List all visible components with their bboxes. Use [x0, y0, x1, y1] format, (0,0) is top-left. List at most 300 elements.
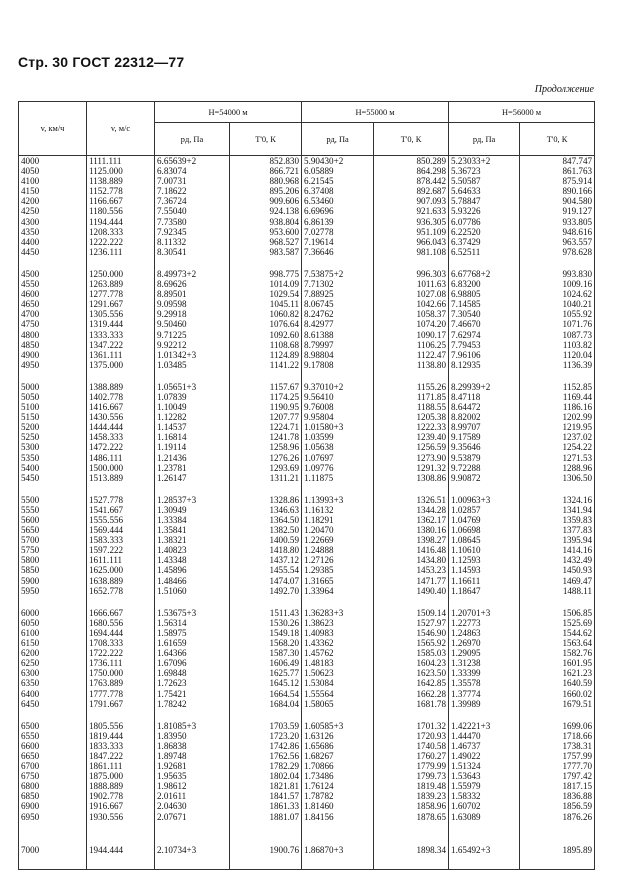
- cell-temp-h1: 1782.29: [230, 761, 302, 771]
- cell-pressure-h2: 1.38623: [302, 618, 374, 628]
- cell-pressure-h2: 9.17808: [302, 360, 374, 370]
- cell-temp-h1: 1821.81: [230, 781, 302, 791]
- cell-temp-h3: 1169.44: [520, 392, 595, 402]
- cell-pressure-h2: 7.88925: [302, 289, 374, 299]
- cell-pressure-h3: 1.55979: [449, 781, 520, 791]
- cell-temp-h3: 1040.21: [520, 299, 595, 309]
- cell-pressure-h1: 1.07839: [155, 392, 230, 402]
- cell-temp-h2: 878.442: [374, 176, 449, 186]
- cell-pressure-h3: 1.06698: [449, 525, 520, 535]
- cell-temp-h2: 1106.25: [374, 340, 449, 350]
- cell-temp-h3: 1024.62: [520, 289, 595, 299]
- cell-temp-h3: 1009.16: [520, 279, 595, 289]
- cell-pressure-h3: 6.52511: [449, 247, 520, 257]
- cell-temp-h2: 1760.27: [374, 751, 449, 761]
- group-spacer: [19, 257, 595, 269]
- col-group-h3: H=56000 м: [449, 102, 595, 123]
- cell-speed-kmh: 5100: [19, 402, 87, 412]
- cell-pressure-h1: 1.92681: [155, 761, 230, 771]
- cell-temp-h1: 953.600: [230, 227, 302, 237]
- spacer-cell: [302, 822, 374, 834]
- cell-temp-h1: 1174.25: [230, 392, 302, 402]
- cell-speed-kmh: 4000: [19, 156, 87, 167]
- cell-speed-ms: 1166.667: [87, 196, 155, 206]
- cell-temp-h1: 1455.54: [230, 565, 302, 575]
- cell-pressure-h2: 1.84156: [302, 812, 374, 822]
- cell-speed-ms: 1680.556: [87, 618, 155, 628]
- cell-speed-kmh: 6800: [19, 781, 87, 791]
- table-row: [19, 350, 595, 360]
- table-row: [19, 525, 595, 535]
- table-row: [19, 781, 595, 791]
- cell-speed-kmh: 6550: [19, 731, 87, 741]
- table-row: [19, 761, 595, 771]
- spacer-cell: [230, 257, 302, 269]
- cell-temp-h1: 1703.59: [230, 721, 302, 731]
- cell-speed-kmh: 4400: [19, 237, 87, 247]
- cell-speed-ms: 1805.556: [87, 721, 155, 731]
- cell-pressure-h1: 1.23781: [155, 463, 230, 473]
- cell-pressure-h3: 8.12935: [449, 360, 520, 370]
- cell-temp-h2: 1681.78: [374, 699, 449, 709]
- cell-speed-ms: 1263.889: [87, 279, 155, 289]
- cell-temp-h1: 1029.54: [230, 289, 302, 299]
- cell-pressure-h3: 9.72288: [449, 463, 520, 473]
- cell-speed-ms: 1458.333: [87, 432, 155, 442]
- cell-temp-h1: 1606.49: [230, 658, 302, 668]
- cell-pressure-h2: 1.09776: [302, 463, 374, 473]
- cell-pressure-h3: 1.33399: [449, 668, 520, 678]
- cell-speed-ms: 1194.444: [87, 217, 155, 227]
- cell-temp-h3: 1414.16: [520, 545, 595, 555]
- cell-speed-kmh: 6650: [19, 751, 87, 761]
- table-row: [19, 402, 595, 412]
- cell-speed-ms: 1666.667: [87, 608, 155, 618]
- cell-temp-h3: 1525.69: [520, 618, 595, 628]
- cell-speed-kmh: 6900: [19, 801, 87, 811]
- table-row: [19, 638, 595, 648]
- cell-speed-kmh: 5900: [19, 576, 87, 586]
- cell-speed-ms: 1722.222: [87, 648, 155, 658]
- cell-pressure-h3: 1.53643: [449, 771, 520, 781]
- cell-pressure-h2: 1.36283+3: [302, 608, 374, 618]
- table-row: [19, 217, 595, 227]
- cell-pressure-h3: 1.24863: [449, 628, 520, 638]
- cell-speed-ms: 1500.000: [87, 463, 155, 473]
- col-header-t: T'0, К: [230, 123, 302, 156]
- cell-pressure-h1: 1.58975: [155, 628, 230, 638]
- spacer-cell: [520, 596, 595, 608]
- cell-pressure-h2: 6.86139: [302, 217, 374, 227]
- cell-pressure-h3: 5.78847: [449, 196, 520, 206]
- cell-pressure-h3: 1.44470: [449, 731, 520, 741]
- spacer-cell: [374, 370, 449, 382]
- spacer-cell: [19, 596, 87, 608]
- cell-pressure-h1: 8.11332: [155, 237, 230, 247]
- cell-pressure-h1: 1.12282: [155, 412, 230, 422]
- cell-speed-kmh: 5500: [19, 495, 87, 505]
- cell-pressure-h1: 2.10734+3: [155, 834, 230, 870]
- cell-pressure-h1: 1.19114: [155, 442, 230, 452]
- cell-pressure-h2: 8.42977: [302, 319, 374, 329]
- cell-pressure-h3: 5.36723: [449, 166, 520, 176]
- cell-speed-ms: 1847.222: [87, 751, 155, 761]
- cell-speed-ms: 1388.889: [87, 382, 155, 392]
- cell-pressure-h2: 9.37010+2: [302, 382, 374, 392]
- table-row: [19, 741, 595, 751]
- table-row: [19, 495, 595, 505]
- cell-temp-h2: 1380.16: [374, 525, 449, 535]
- cell-temp-h3: 1679.51: [520, 699, 595, 709]
- cell-pressure-h2: 1.20470: [302, 525, 374, 535]
- page-header: Стр. 30 ГОСТ 22312—77: [18, 54, 185, 70]
- table-row: [19, 608, 595, 618]
- cell-pressure-h1: 1.64366: [155, 648, 230, 658]
- cell-pressure-h2: 1.81460: [302, 801, 374, 811]
- cell-speed-ms: 1444.444: [87, 422, 155, 432]
- cell-pressure-h3: 1.08645: [449, 535, 520, 545]
- cell-speed-ms: 1472.222: [87, 442, 155, 452]
- cell-speed-kmh: 6850: [19, 791, 87, 801]
- cell-temp-h1: 1549.18: [230, 628, 302, 638]
- table-row: [19, 586, 595, 596]
- cell-temp-h3: 1103.82: [520, 340, 595, 350]
- cell-temp-h1: 1881.07: [230, 812, 302, 822]
- cell-pressure-h3: 6.07786: [449, 217, 520, 227]
- spacer-cell: [520, 709, 595, 721]
- cell-pressure-h2: 9.56410: [302, 392, 374, 402]
- spacer-cell: [155, 822, 230, 834]
- table-row: [19, 689, 595, 699]
- cell-pressure-h1: 1.67096: [155, 658, 230, 668]
- cell-pressure-h3: 1.51324: [449, 761, 520, 771]
- table-row: [19, 186, 595, 196]
- cell-speed-kmh: 6450: [19, 699, 87, 709]
- cell-pressure-h1: 1.83950: [155, 731, 230, 741]
- cell-pressure-h1: 7.36724: [155, 196, 230, 206]
- cell-pressure-h2: 8.06745: [302, 299, 374, 309]
- cell-pressure-h3: 1.22773: [449, 618, 520, 628]
- cell-pressure-h3: 1.37774: [449, 689, 520, 699]
- cell-speed-kmh: 6050: [19, 618, 87, 628]
- cell-speed-kmh: 7000: [19, 834, 87, 870]
- cell-speed-ms: 1625.000: [87, 565, 155, 575]
- cell-temp-h2: 1362.17: [374, 515, 449, 525]
- cell-temp-h3: 1271.53: [520, 453, 595, 463]
- cell-temp-h3: 1288.96: [520, 463, 595, 473]
- cell-speed-ms: 1819.444: [87, 731, 155, 741]
- cell-temp-h3: 1797.42: [520, 771, 595, 781]
- cell-temp-h3: 1738.31: [520, 741, 595, 751]
- cell-pressure-h2: 1.53084: [302, 678, 374, 688]
- cell-pressure-h1: 7.00731: [155, 176, 230, 186]
- cell-speed-kmh: 4850: [19, 340, 87, 350]
- cell-temp-h3: 1324.16: [520, 495, 595, 505]
- cell-speed-kmh: 4450: [19, 247, 87, 257]
- cell-speed-ms: 1138.889: [87, 176, 155, 186]
- cell-pressure-h1: 6.83074: [155, 166, 230, 176]
- cell-temp-h1: 1060.82: [230, 309, 302, 319]
- cell-pressure-h1: 1.30949: [155, 505, 230, 515]
- cell-speed-ms: 1611.111: [87, 555, 155, 565]
- cell-pressure-h2: 1.33964: [302, 586, 374, 596]
- cell-pressure-h1: 2.04630: [155, 801, 230, 811]
- cell-pressure-h1: 8.69626: [155, 279, 230, 289]
- cell-temp-h1: 1645.12: [230, 678, 302, 688]
- cell-speed-kmh: 6950: [19, 812, 87, 822]
- spacer-cell: [520, 370, 595, 382]
- table-row: [19, 545, 595, 555]
- table-row: [19, 576, 595, 586]
- cell-pressure-h3: 6.22520: [449, 227, 520, 237]
- cell-speed-kmh: 5450: [19, 473, 87, 483]
- table-row: [19, 330, 595, 340]
- cell-temp-h2: 1878.65: [374, 812, 449, 822]
- cell-temp-h3: 948.616: [520, 227, 595, 237]
- cell-temp-h2: 1090.17: [374, 330, 449, 340]
- table-row: [19, 658, 595, 668]
- cell-speed-ms: 1763.889: [87, 678, 155, 688]
- cell-temp-h2: 1858.96: [374, 801, 449, 811]
- cell-temp-h3: 963.557: [520, 237, 595, 247]
- cell-pressure-h3: 1.58332: [449, 791, 520, 801]
- cell-temp-h1: 998.775: [230, 269, 302, 279]
- cell-temp-h1: 1014.09: [230, 279, 302, 289]
- cell-speed-ms: 1736.111: [87, 658, 155, 668]
- spacer-cell: [520, 257, 595, 269]
- cell-pressure-h1: 1.05651+3: [155, 382, 230, 392]
- cell-pressure-h3: 6.83200: [449, 279, 520, 289]
- cell-temp-h2: 996.303: [374, 269, 449, 279]
- cell-temp-h3: 1544.62: [520, 628, 595, 638]
- cell-pressure-h3: 1.10610: [449, 545, 520, 555]
- cell-temp-h2: 1011.63: [374, 279, 449, 289]
- cell-speed-ms: 1652.778: [87, 586, 155, 596]
- cell-speed-kmh: 4900: [19, 350, 87, 360]
- cell-pressure-h2: 8.79997: [302, 340, 374, 350]
- cell-temp-h2: 1326.51: [374, 495, 449, 505]
- spacer-cell: [19, 370, 87, 382]
- cell-pressure-h3: 7.79453: [449, 340, 520, 350]
- spacer-cell: [374, 822, 449, 834]
- cell-speed-ms: 1319.444: [87, 319, 155, 329]
- cell-speed-ms: 1583.333: [87, 535, 155, 545]
- cell-temp-h1: 1224.71: [230, 422, 302, 432]
- cell-pressure-h3: 7.46670: [449, 319, 520, 329]
- cell-pressure-h2: 1.58065: [302, 699, 374, 709]
- cell-pressure-h2: 1.27126: [302, 555, 374, 565]
- table-row: [19, 565, 595, 575]
- cell-pressure-h2: 1.05638: [302, 442, 374, 452]
- cell-temp-h2: 1546.90: [374, 628, 449, 638]
- cell-speed-kmh: 5350: [19, 453, 87, 463]
- cell-pressure-h3: 6.37429: [449, 237, 520, 247]
- cell-speed-kmh: 4050: [19, 166, 87, 176]
- table-row: [19, 156, 595, 167]
- cell-pressure-h3: 1.35578: [449, 678, 520, 688]
- cell-temp-h2: 1585.03: [374, 648, 449, 658]
- cell-temp-h1: 1124.89: [230, 350, 302, 360]
- cell-pressure-h2: 1.60585+3: [302, 721, 374, 731]
- cell-pressure-h2: 1.76124: [302, 781, 374, 791]
- cell-temp-h1: 1762.56: [230, 751, 302, 761]
- cell-pressure-h3: 9.90872: [449, 473, 520, 483]
- cell-speed-kmh: 4250: [19, 206, 87, 216]
- cell-speed-kmh: 6250: [19, 658, 87, 668]
- cell-temp-h3: 1202.99: [520, 412, 595, 422]
- cell-speed-ms: 1888.889: [87, 781, 155, 791]
- cell-temp-h2: 1720.93: [374, 731, 449, 741]
- cell-temp-h1: 1364.50: [230, 515, 302, 525]
- cell-temp-h1: 1437.12: [230, 555, 302, 565]
- cell-temp-h3: 890.166: [520, 186, 595, 196]
- cell-temp-h3: 933.805: [520, 217, 595, 227]
- cell-temp-h2: 1509.14: [374, 608, 449, 618]
- cell-temp-h1: 1474.07: [230, 576, 302, 586]
- cell-speed-ms: 1430.556: [87, 412, 155, 422]
- cell-pressure-h3: 7.96106: [449, 350, 520, 360]
- table-row: [19, 206, 595, 216]
- cell-speed-kmh: 5600: [19, 515, 87, 525]
- cell-temp-h3: 861.763: [520, 166, 595, 176]
- cell-pressure-h1: 1.01342+3: [155, 350, 230, 360]
- cell-temp-h2: 850.289: [374, 156, 449, 167]
- cell-temp-h3: 1450.93: [520, 565, 595, 575]
- cell-pressure-h1: 1.75421: [155, 689, 230, 699]
- cell-temp-h2: 1171.85: [374, 392, 449, 402]
- cell-temp-h2: 1565.92: [374, 638, 449, 648]
- cell-temp-h2: 1273.90: [374, 453, 449, 463]
- cell-pressure-h1: 2.07671: [155, 812, 230, 822]
- table-row: [19, 473, 595, 483]
- spacer-cell: [19, 822, 87, 834]
- cell-temp-h2: 864.298: [374, 166, 449, 176]
- table-row: [19, 319, 595, 329]
- cell-temp-h1: 1382.50: [230, 525, 302, 535]
- cell-pressure-h1: 7.55040: [155, 206, 230, 216]
- cell-pressure-h1: 1.81085+3: [155, 721, 230, 731]
- cell-temp-h1: 1241.78: [230, 432, 302, 442]
- cell-speed-kmh: 6150: [19, 638, 87, 648]
- cell-pressure-h3: 5.93226: [449, 206, 520, 216]
- cell-speed-ms: 1777.778: [87, 689, 155, 699]
- cell-pressure-h1: 7.92345: [155, 227, 230, 237]
- cell-speed-kmh: 6750: [19, 771, 87, 781]
- cell-pressure-h1: 1.33384: [155, 515, 230, 525]
- cell-speed-kmh: 6350: [19, 678, 87, 688]
- cell-pressure-h2: 5.90430+2: [302, 156, 374, 167]
- spacer-cell: [230, 822, 302, 834]
- cell-temp-h2: 1434.80: [374, 555, 449, 565]
- cell-temp-h1: 1530.26: [230, 618, 302, 628]
- cell-temp-h1: 924.138: [230, 206, 302, 216]
- cell-temp-h3: 1506.85: [520, 608, 595, 618]
- cell-temp-h3: 1377.83: [520, 525, 595, 535]
- cell-temp-h3: 904.580: [520, 196, 595, 206]
- spacer-cell: [155, 596, 230, 608]
- cell-temp-h1: 1293.69: [230, 463, 302, 473]
- cell-speed-kmh: 6700: [19, 761, 87, 771]
- cell-speed-ms: 1833.333: [87, 741, 155, 751]
- cell-speed-kmh: 5000: [19, 382, 87, 392]
- cell-temp-h3: 1087.73: [520, 330, 595, 340]
- cell-temp-h3: 1219.95: [520, 422, 595, 432]
- table-row: [19, 515, 595, 525]
- cell-pressure-h3: 1.12593: [449, 555, 520, 565]
- cell-speed-kmh: 5400: [19, 463, 87, 473]
- cell-temp-h1: 968.527: [230, 237, 302, 247]
- cell-temp-h2: 1623.50: [374, 668, 449, 678]
- cell-temp-h3: 1640.59: [520, 678, 595, 688]
- cell-speed-ms: 1750.000: [87, 668, 155, 678]
- table-row: [19, 801, 595, 811]
- table-row: [19, 432, 595, 442]
- cell-pressure-h1: 1.14537: [155, 422, 230, 432]
- cell-temp-h3: 1757.99: [520, 751, 595, 761]
- cell-pressure-h2: 1.48183: [302, 658, 374, 668]
- spacer-cell: [230, 709, 302, 721]
- cell-temp-h2: 1839.23: [374, 791, 449, 801]
- table-row: [19, 678, 595, 688]
- table-row: [19, 196, 595, 206]
- cell-pressure-h3: 1.00963+3: [449, 495, 520, 505]
- table-row: [19, 360, 595, 370]
- cell-temp-h1: 1802.04: [230, 771, 302, 781]
- cell-speed-ms: 1555.556: [87, 515, 155, 525]
- cell-temp-h2: 1642.85: [374, 678, 449, 688]
- cell-speed-kmh: 4600: [19, 289, 87, 299]
- cell-pressure-h3: 1.16611: [449, 576, 520, 586]
- cell-pressure-h3: 1.46737: [449, 741, 520, 751]
- cell-speed-ms: 1597.222: [87, 545, 155, 555]
- cell-temp-h3: 1836.88: [520, 791, 595, 801]
- cell-pressure-h2: 1.01580+3: [302, 422, 374, 432]
- cell-temp-h3: 1699.06: [520, 721, 595, 731]
- cell-temp-h2: 1819.48: [374, 781, 449, 791]
- table-row: [19, 299, 595, 309]
- spacer-cell: [87, 596, 155, 608]
- cell-speed-ms: 1638.889: [87, 576, 155, 586]
- spacer-cell: [302, 370, 374, 382]
- cell-temp-h1: 1141.22: [230, 360, 302, 370]
- cell-temp-h2: 1416.48: [374, 545, 449, 555]
- cell-speed-kmh: 5700: [19, 535, 87, 545]
- cell-speed-ms: 1916.667: [87, 801, 155, 811]
- cell-temp-h1: 1511.43: [230, 608, 302, 618]
- cell-pressure-h2: 7.71302: [302, 279, 374, 289]
- cell-pressure-h1: 7.18622: [155, 186, 230, 196]
- cell-pressure-h2: 1.18291: [302, 515, 374, 525]
- spacer-cell: [374, 709, 449, 721]
- cell-speed-kmh: 5050: [19, 392, 87, 402]
- cell-speed-ms: 1236.111: [87, 247, 155, 257]
- cell-temp-h3: 875.914: [520, 176, 595, 186]
- cell-pressure-h2: 7.02778: [302, 227, 374, 237]
- cell-pressure-h2: 6.69696: [302, 206, 374, 216]
- spacer-cell: [302, 596, 374, 608]
- cell-temp-h1: 1587.30: [230, 648, 302, 658]
- cell-pressure-h1: 8.89501: [155, 289, 230, 299]
- table-row: [19, 463, 595, 473]
- cell-speed-kmh: 4950: [19, 360, 87, 370]
- cell-speed-kmh: 4750: [19, 319, 87, 329]
- cell-temp-h3: 1306.50: [520, 473, 595, 483]
- cell-temp-h3: 919.127: [520, 206, 595, 216]
- cell-pressure-h1: 1.53675+3: [155, 608, 230, 618]
- cell-temp-h1: 852.830: [230, 156, 302, 167]
- table-row: [19, 392, 595, 402]
- spacer-cell: [374, 257, 449, 269]
